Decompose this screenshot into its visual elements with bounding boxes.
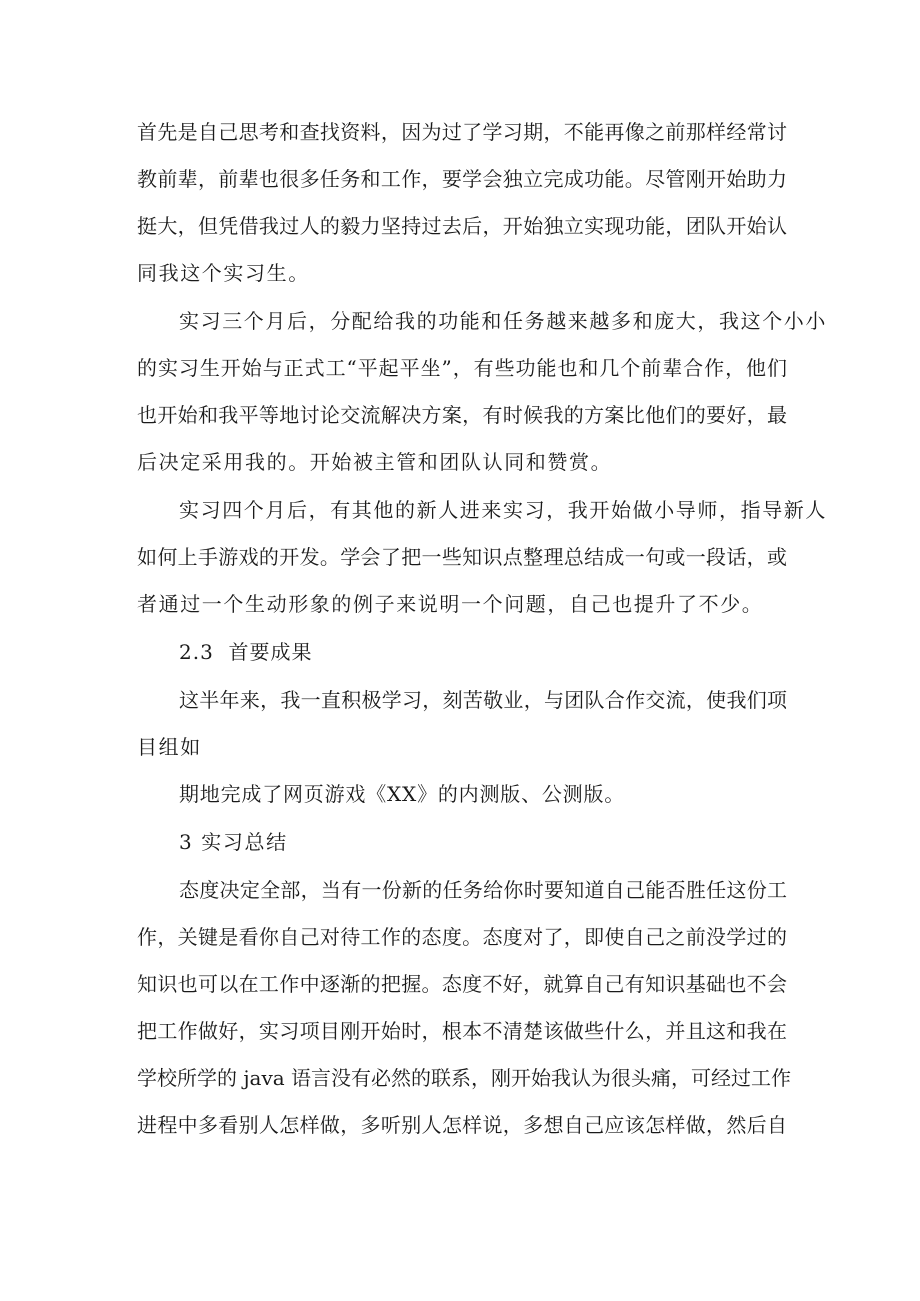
- section-heading: 2.3 首要成果: [179, 640, 313, 664]
- paragraph-first-line: 实习三个月后，分配给我的功能和任务越来越多和庞大，我这个小小: [179, 309, 827, 333]
- text-line: 也开始和我平等地讨论交流解决方案，有时候我的方案比他们的要好，最: [137, 403, 787, 427]
- text-line: 首先是自己思考和查找资料，因为过了学习期，不能再像之前那样经常讨: [137, 120, 787, 144]
- text-line: 期地完成了网页游戏《XX》的内测版、公测版。: [179, 782, 626, 806]
- text-line: 作，关键是看你自己对待工作的态度。态度对了，即使自己之前没学过的: [137, 925, 787, 949]
- text-line: 目组如: [137, 735, 202, 759]
- section-heading: 3 实习总结: [179, 830, 288, 854]
- text-line: 的实习生开始与正式工“平起平坐”，有些功能也和几个前辈合作，他们: [137, 356, 787, 380]
- text-line: 后决定采用我的。开始被主管和团队认同和赞赏。: [137, 450, 613, 474]
- paragraph-first-line: 实习四个月后，有其他的新人进来实习，我开始做小导师，指导新人: [179, 498, 827, 522]
- text-line: 者通过一个生动形象的例子来说明一个问题，自己也提升了不少。: [137, 592, 764, 616]
- text-line: 如何上手游戏的开发。学会了把一些知识点整理总结成一句或一段话，或: [137, 545, 787, 569]
- text-line: 知识也可以在工作中逐渐的把握。态度不好，就算自己有知识基础也不会: [137, 972, 787, 996]
- paragraph-first-line: 态度决定全部，当有一份新的任务给你时要知道自己能否胜任这份工: [179, 878, 787, 902]
- text-line: 教前辈，前辈也很多任务和工作，要学会独立完成功能。尽管刚开始助力: [137, 167, 787, 191]
- paragraph-first-line: 这半年来，我一直积极学习，刻苦敬业，与团队合作交流，使我们项: [179, 688, 787, 712]
- text-line: 同我这个实习生。: [137, 261, 310, 285]
- text-line: 挺大，但凭借我过人的毅力坚持过去后，开始独立实现功能，团队开始认: [137, 214, 787, 238]
- text-line: 把工作做好，实习项目刚开始时，根本不清楚该做些什么，并且这和我在: [137, 1019, 787, 1043]
- text-line: 学校所学的 java 语言没有必然的联系，刚开始我认为很头痛，可经过工作: [137, 1066, 792, 1090]
- text-line: 进程中多看别人怎样做，多听别人怎样说，多想自己应该怎样做，然后自: [137, 1113, 787, 1137]
